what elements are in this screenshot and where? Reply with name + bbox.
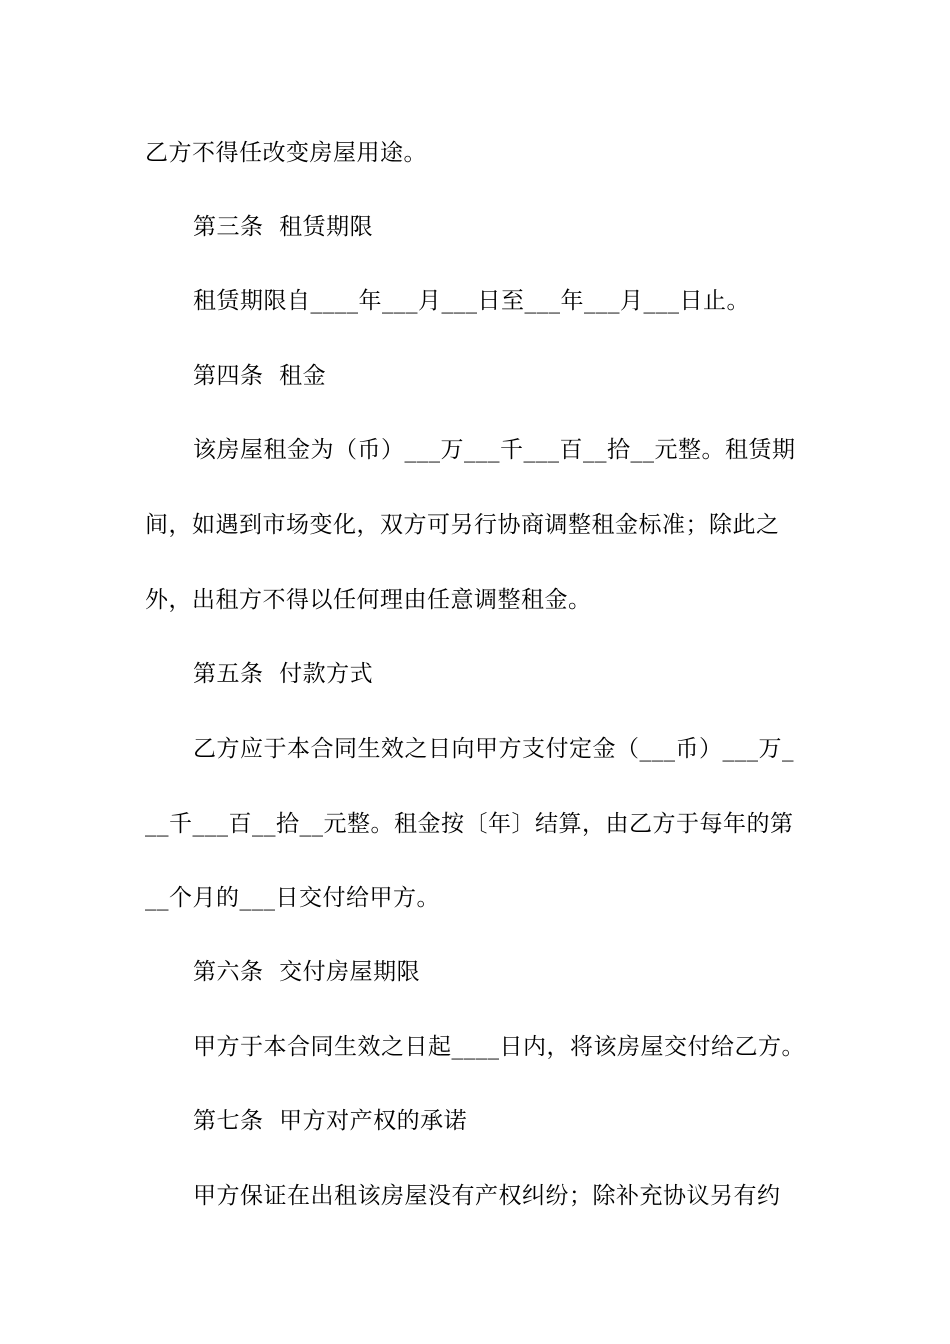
article-heading: 第五条 付款方式 xyxy=(193,661,374,687)
article-heading: 第七条 甲方对产权的承诺 xyxy=(193,1108,468,1134)
paragraph-line: 租赁期限自____年___月___日至___年___月___日止。 xyxy=(193,288,750,314)
article-heading: 第四条 租金 xyxy=(193,363,327,389)
article-heading: 第六条 交付房屋期限 xyxy=(193,959,421,985)
paragraph-line: 间，如遇到市场变化，双方可另行协商调整租金标准；除此之 xyxy=(145,512,780,538)
paragraph-line: 乙方应于本合同生效之日向甲方支付定金（___币）___万_ xyxy=(193,736,794,762)
paragraph-line: 乙方不得任改变房屋用途。 xyxy=(145,140,427,166)
article-heading: 第三条 租赁期限 xyxy=(193,214,374,240)
paragraph-line: __个月的___日交付给甲方。 xyxy=(145,885,440,911)
paragraph-line: 外，出租方不得以任何理由任意调整租金。 xyxy=(145,587,592,613)
paragraph-line: 甲方于本合同生效之日起____日内，将该房屋交付给乙方。 xyxy=(193,1034,805,1060)
paragraph-line: __千___百__拾__元整。租金按〔年〕结算，由乙方于每年的第 xyxy=(145,811,794,837)
paragraph-line: 甲方保证在出租该房屋没有产权纠纷；除补充协议另有约 xyxy=(193,1183,781,1209)
paragraph-line: 该房屋租金为（币）___万___千___百__拾__元整。租赁期 xyxy=(193,437,796,463)
